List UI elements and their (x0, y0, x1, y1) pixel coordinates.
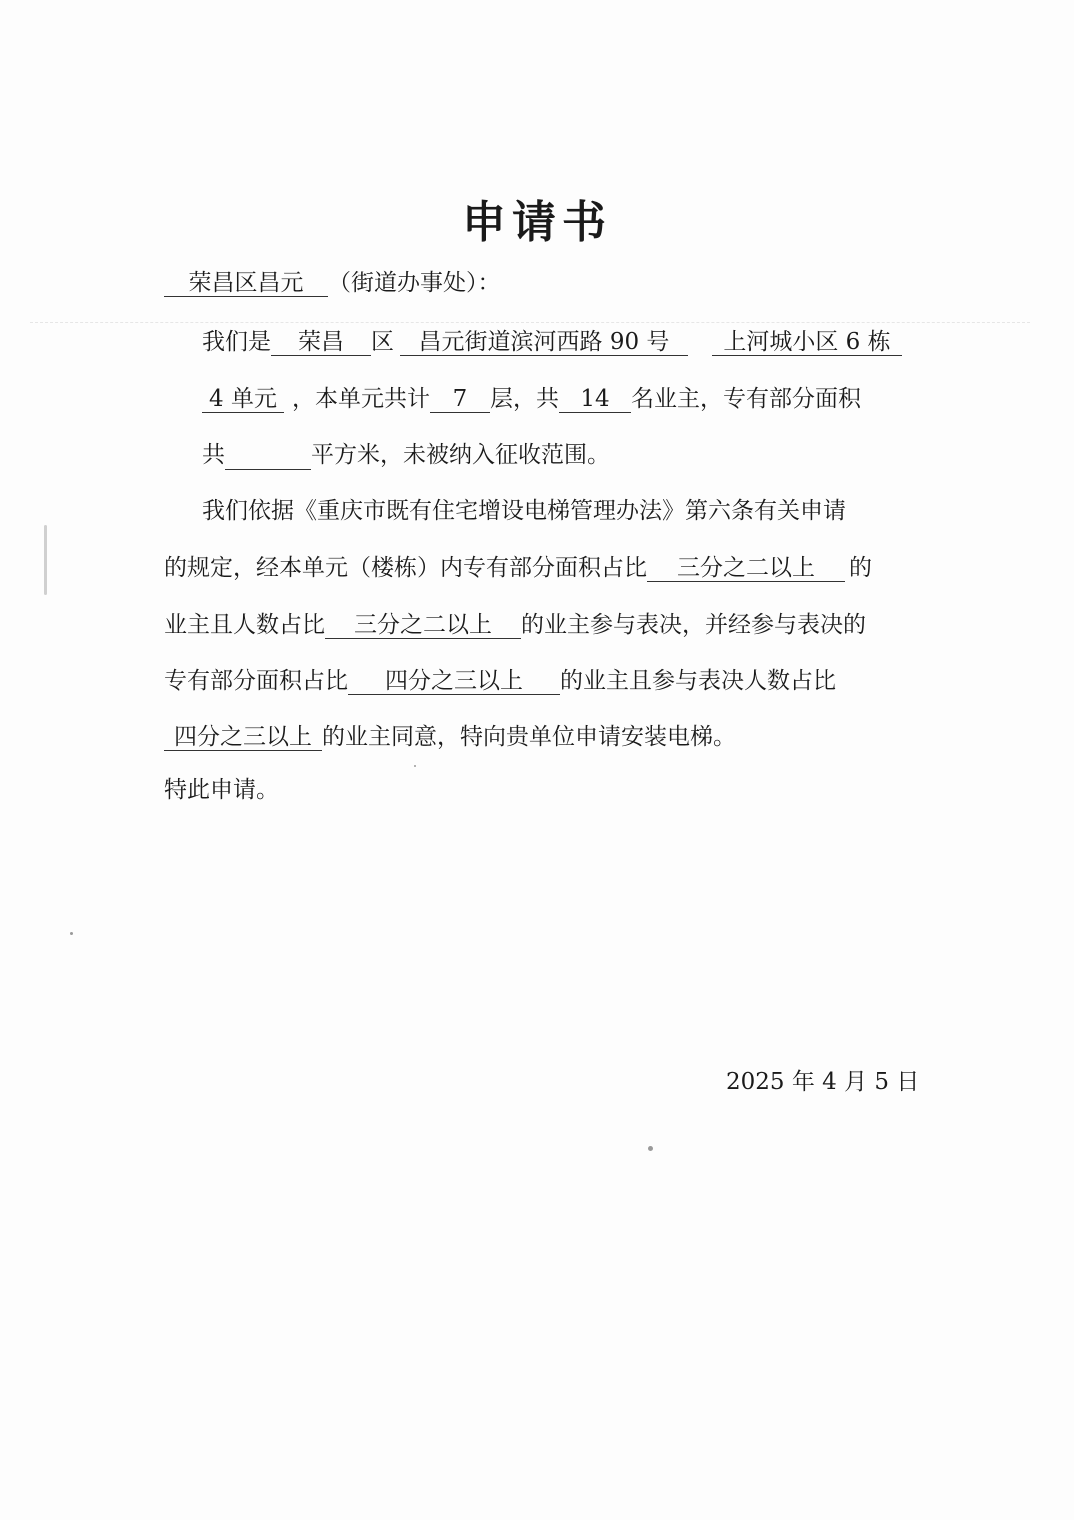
para2-line2 (164, 553, 872, 583)
addressee-line (164, 268, 501, 298)
street-blank: 昌元街道滨河西路 90 号 (400, 329, 688, 356)
unit-blank: 4 单元 (202, 386, 284, 413)
para1-text: 平方米，未被纳入征收范围。 (311, 442, 610, 468)
para2-text: 的业主同意，特向贵单位申请安装电梯。 (322, 724, 736, 750)
addressee-blank: 荣昌区昌元 (164, 270, 328, 297)
ratio2-blank: 三分之二以上 (325, 612, 521, 639)
para2-text: 业主且人数占比 (164, 612, 325, 638)
para2-text: 的业主参与表决，并经参与表决的 (521, 612, 866, 638)
scan-speck (648, 1146, 653, 1151)
owners-blank: 14 (559, 386, 631, 413)
addressee-suffix: （街道办事处）： (328, 270, 501, 296)
para1-line1 (202, 327, 902, 357)
para2-text: 专有部分面积占比 (164, 668, 348, 694)
para2-text: 的业主且参与表决人数占比 (560, 668, 836, 694)
para1-line2 (202, 384, 861, 414)
para2-line4 (164, 666, 836, 696)
scan-speck (414, 765, 416, 767)
floors-blank: 7 (430, 386, 490, 413)
para1-text: 我们是 (202, 329, 271, 355)
document-date: 2025 年 4 月 5 日 (726, 1069, 920, 1095)
para2-line1: 我们依据《重庆市既有住宅增设电梯管理办法》第六条有关申请 (202, 498, 846, 524)
para2-text: 的 (849, 555, 872, 581)
para2-text: 的规定，经本单元（楼栋）内专有部分面积占比 (164, 555, 647, 581)
para2-line5 (164, 722, 736, 752)
area-blank (225, 443, 311, 470)
closing-text: 特此申请。 (164, 777, 279, 803)
para2-line3 (164, 610, 866, 640)
para1-text: 共 (202, 442, 225, 468)
para1-text: ，本单元共计 (292, 386, 430, 412)
district-blank: 荣昌 (271, 329, 371, 356)
scan-speck (44, 525, 47, 595)
scan-speck (70, 932, 73, 935)
ratio3-blank: 四分之三以上 (348, 668, 560, 695)
scan-artifact-line (30, 322, 1030, 323)
para1-text: 层，共 (490, 386, 559, 412)
para1-line3 (202, 440, 610, 470)
document-title: 申请书 (462, 197, 612, 248)
ratio4-blank: 四分之三以上 (164, 724, 322, 751)
para1-text: 名业主，专有部分面积 (631, 386, 861, 412)
para1-text: 区 (371, 329, 394, 355)
community-blank: 上河城小区 6 栋 (712, 329, 902, 356)
ratio1-blank: 三分之二以上 (647, 555, 845, 582)
